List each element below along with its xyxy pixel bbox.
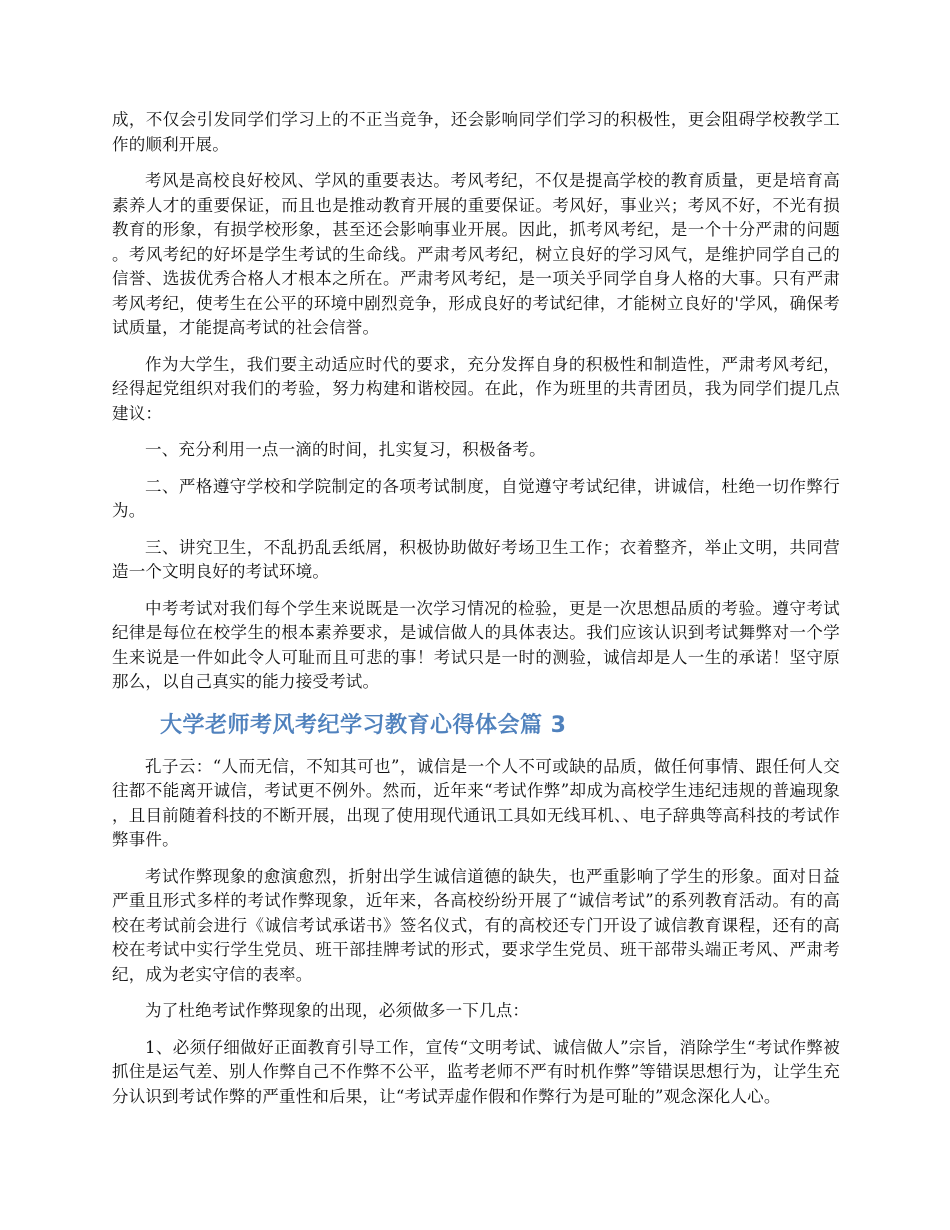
section-title: 大学老师考风考纪学习教育心得体会篇 3 [160,712,567,738]
paragraph: 作为大学生，我们要主动适应时代的要求，充分发挥自身的积极性和制造性，严肃考风考纪，经得起党组织对我们的考验，努力构建和谐校园。在此，作为班里的共青团员，我为同学们提几点建议： [112,354,840,423]
paragraph: 二、严格遵守学校和学院制定的各项考试制度，自觉遵守考试纪律，讲诚信，杜绝一切作弊行为。 [112,476,840,520]
paragraph: 1、必须仔细做好正面教育引导工作，宣传“文明考试、诚信做人”宗旨，消除学生“考试作弊被抓住是运气差、别人作弊自己不作弊不公平，监考老师不严有时机作弊”等错误思想行为，让学生充分认识到考试作弊的严重性和后果，让“考试弄虚作假和作弊行为是可耻的”观念深化人心。 [112,1037,840,1106]
document-page [112,108,840,1121]
paragraph: 中考考试对我们每个学生来说既是一次学习情况的检验，更是一次思想品质的考验。遵守考试纪律是每位在校学生的根本素养要求，是诚信做人的具体表达。我们应该认识到考试舞弊对一个学生来说是一件如此令人可耻而且可悲的事！考试只是一时的测验，诚信却是人一生的承诺！坚守原那么，以自己真实的能力接受考试。 [112,598,840,691]
paragraph: 一、充分利用一点一滴的时间，扎实复习，积极备考。 [145,440,546,459]
paragraph: 三、讲究卫生，不乱扔乱丢纸屑，积极协助做好考场卫生工作；衣着整齐，举止文明，共同营造一个文明良好的考试环境。 [112,537,840,581]
paragraph: 为了杜绝考试作弊现象的出现，必须做多一下几点： [145,1001,530,1020]
paragraph: 考风是高校良好校风、学风的重要表达。考风考纪，不仅是提高学校的教育质量，更是培育高素养人才的重要保证，而且也是推动教育开展的重要保证。考风好，事业兴；考风不好，不光有损教育的形象，有损学校形象，甚至还会影响事业开展。因此，抓考风考纪，是一个十分严肃的问题。考风考纪的好坏是学生考试的生命线。严肃考风考纪，树立良好的学习风气，是维护同学自己的信誉、选拔优秀合格人才根本之所在。严肃考风考纪，是一项关乎同学自身人格的大事。只有严肃考风考纪，使考生在公平的环境中剧烈竞争，形成良好的考试纪律，才能树立良好的'学风，确保考试质量，才能提高考试的社会信誉。 [112,171,840,337]
paragraph: 考试作弊现象的愈演愈烈，折射出学生诚信道德的缺失，也严重影响了学生的形象。面对日益严重且形式多样的考试作弊现象，近年来，各高校纷纷开展了“诚信考试”的系列教育活动。有的高校在考试前会进行《诚信考试承诺书》签名仪式，有的高校还专门开设了诚信教育课程，还有的高校在考试中实行学生党员、班干部挂牌考试的形式，要求学生党员、班干部带头端正考风、严肃考纪，成为老实守信的表率。 [112,866,840,984]
paragraphs-after-section [112,755,840,1110]
paragraphs-before-section [112,108,840,695]
paragraph: 孔子云：“人而无信，不知其可也”，诚信是一个人不可或缺的品质，做任何事情、跟任何人交往都不能离开诚信，考试更不例外。然而，近年来“考试作弊”却成为高校学生违纪违规的普遍现象，且目前随着科技的不断开展，出现了使用现代通讯工具如无线耳机、、电子辞典等高科技的考试作弊事件。 [112,756,840,849]
paragraph: 成，不仅会引发同学们学习上的不正当竞争，还会影响同学们学习的积极性，更会阻碍学校教学工作的顺利开展。 [112,110,840,154]
